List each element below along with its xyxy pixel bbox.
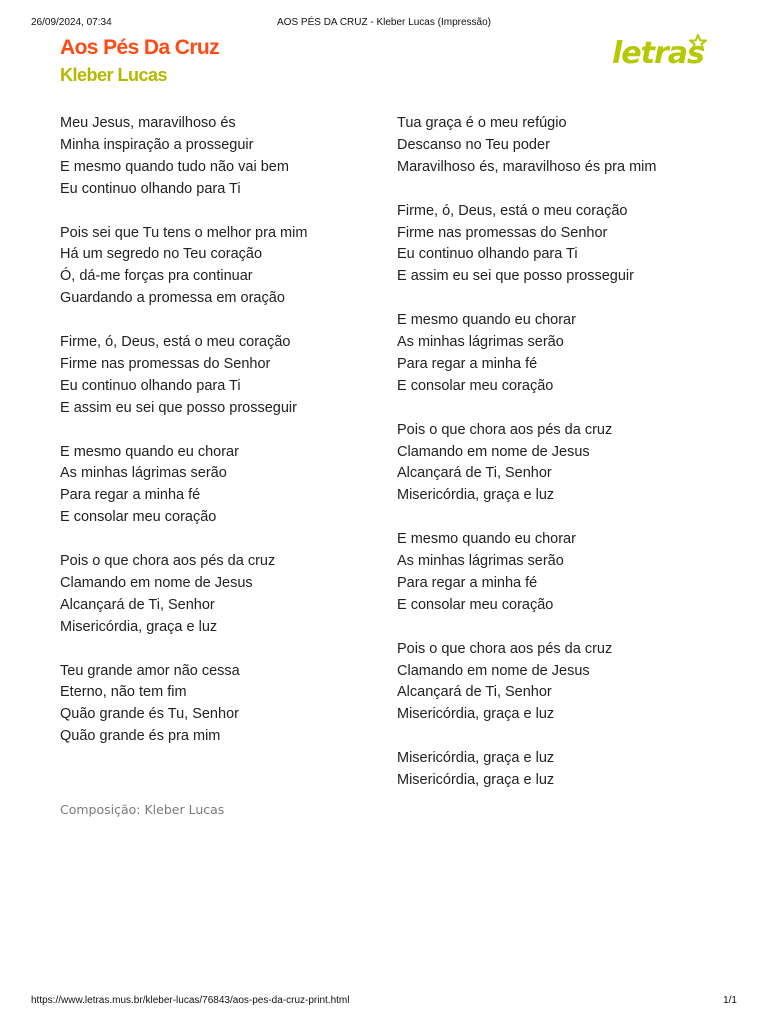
lyrics-line: Há um segredo no Teu coração — [60, 246, 263, 263]
lyrics-stanza — [397, 201, 727, 289]
lyrics-line: E consolar meu coração — [397, 596, 554, 613]
lyrics-line: Alcançará de Ti, Senhor — [397, 465, 552, 482]
lyrics-line: Firme, ó, Deus, está o meu coração — [60, 334, 291, 351]
lyrics-line: Firme nas promessas do Senhor — [397, 224, 608, 241]
lyrics-line: E assim eu sei que posso prosseguir — [397, 268, 634, 285]
lyrics-line: E mesmo quando eu chorar — [397, 312, 576, 329]
lyrics-line: Pois o que chora aos pés da cruz — [397, 421, 613, 438]
lyrics-line: Firme nas promessas do Senhor — [60, 355, 271, 372]
lyrics-line: E assim eu sei que posso prosseguir — [60, 399, 297, 416]
lyrics-line: Pois o que chora aos pés da cruz — [60, 553, 276, 570]
lyrics-line: Para regar a minha fé — [60, 487, 201, 504]
lyrics-line: Alcançará de Ti, Senhor — [397, 684, 552, 701]
lyrics-stanza — [397, 639, 727, 727]
lyrics-line: Misericórdia, graça e luz — [60, 618, 218, 635]
lyrics-line: Ó, dá-me forças pra continuar — [60, 268, 253, 285]
lyrics-line: As minhas lágrimas serão — [397, 334, 564, 351]
lyrics-right-column — [397, 113, 727, 814]
print-url: https://www.letras.mus.br/kleber-lucas/76843/aos-pes-da-cruz-print.html — [31, 995, 350, 1006]
lyrics-line: Eu continuo olhando para Ti — [60, 377, 241, 394]
lyrics-line: Pois o que chora aos pés da cruz — [397, 640, 613, 657]
lyrics-line: Clamando em nome de Jesus — [397, 662, 590, 679]
lyrics-line: Firme, ó, Deus, está o meu coração — [397, 202, 628, 219]
lyrics-stanza — [60, 332, 370, 420]
lyrics-line: Misericórdia, graça e luz — [397, 487, 555, 504]
lyrics-line: Pois sei que Tu tens o melhor pra mim — [60, 224, 308, 241]
lyrics-stanza — [60, 223, 370, 311]
lyrics-line: E mesmo quando eu chorar — [60, 443, 239, 460]
artist-name[interactable]: Kleber Lucas — [60, 65, 168, 85]
lyrics-line: Alcançará de Ti, Senhor — [60, 596, 215, 613]
lyrics-line: Guardando a promessa em oração — [60, 290, 285, 307]
lyrics-line: Para regar a minha fé — [397, 574, 538, 591]
print-page-title: AOS PÉS DA CRUZ - Kleber Lucas (Impressão) — [277, 17, 491, 28]
lyrics-line: E mesmo quando tudo não vai bem — [60, 158, 289, 175]
lyrics-line: Teu grande amor não cessa — [60, 662, 240, 679]
lyrics-line: Meu Jesus, maravilhoso és — [60, 115, 236, 131]
lyrics-stanza — [397, 310, 727, 398]
lyrics-line: Minha inspiração a prosseguir — [60, 136, 254, 153]
lyrics-line: As minhas lágrimas serão — [60, 465, 227, 482]
lyrics-line: Maravilhoso és, maravilhoso és pra mim — [397, 158, 657, 175]
lyrics-line: Quão grande és pra mim — [60, 728, 221, 745]
lyrics-stanza — [60, 551, 370, 639]
page-number: 1/1 — [723, 995, 737, 1006]
lyrics-line: Eu continuo olhando para Ti — [60, 180, 241, 197]
lyrics-stanza — [60, 661, 370, 749]
lyrics-line: E consolar meu coração — [60, 509, 217, 526]
lyrics-line: Misericórdia, graça e luz — [397, 750, 555, 767]
lyrics-line: Eterno, não tem fim — [60, 684, 187, 701]
lyrics-stanza — [397, 748, 727, 792]
song-title: Aos Pés Da Cruz — [60, 36, 220, 59]
lyrics-line: Eu continuo olhando para Ti — [397, 246, 578, 263]
lyrics-stanza — [397, 113, 727, 179]
lyrics-line: Para regar a minha fé — [397, 355, 538, 372]
lyrics-stanza — [397, 420, 727, 508]
lyrics-line: Tua graça é o meu refúgio — [397, 115, 567, 131]
lyrics-stanza — [397, 529, 727, 617]
lyrics-line: As minhas lágrimas serão — [397, 553, 564, 570]
composition-credit: Composição: Kleber Lucas — [60, 802, 225, 817]
lyrics-line: Clamando em nome de Jesus — [60, 574, 253, 591]
lyrics-line: E consolar meu coração — [397, 377, 554, 394]
lyrics-left-column — [60, 113, 370, 770]
lyrics-stanza — [60, 442, 370, 530]
lyrics-line: E mesmo quando eu chorar — [397, 531, 576, 548]
letras-logo[interactable] — [610, 30, 710, 74]
lyrics-line: Descanso no Teu poder — [397, 136, 550, 153]
lyrics-line: Misericórdia, graça e luz — [397, 706, 555, 723]
lyrics-line: Quão grande és Tu, Senhor — [60, 706, 239, 723]
lyrics-stanza — [60, 113, 370, 201]
lyrics-line: Clamando em nome de Jesus — [397, 443, 590, 460]
print-date: 26/09/2024, 07:34 — [31, 17, 112, 28]
lyrics-line: Misericórdia, graça e luz — [397, 772, 555, 789]
logo-wordmark: letras — [612, 36, 704, 71]
